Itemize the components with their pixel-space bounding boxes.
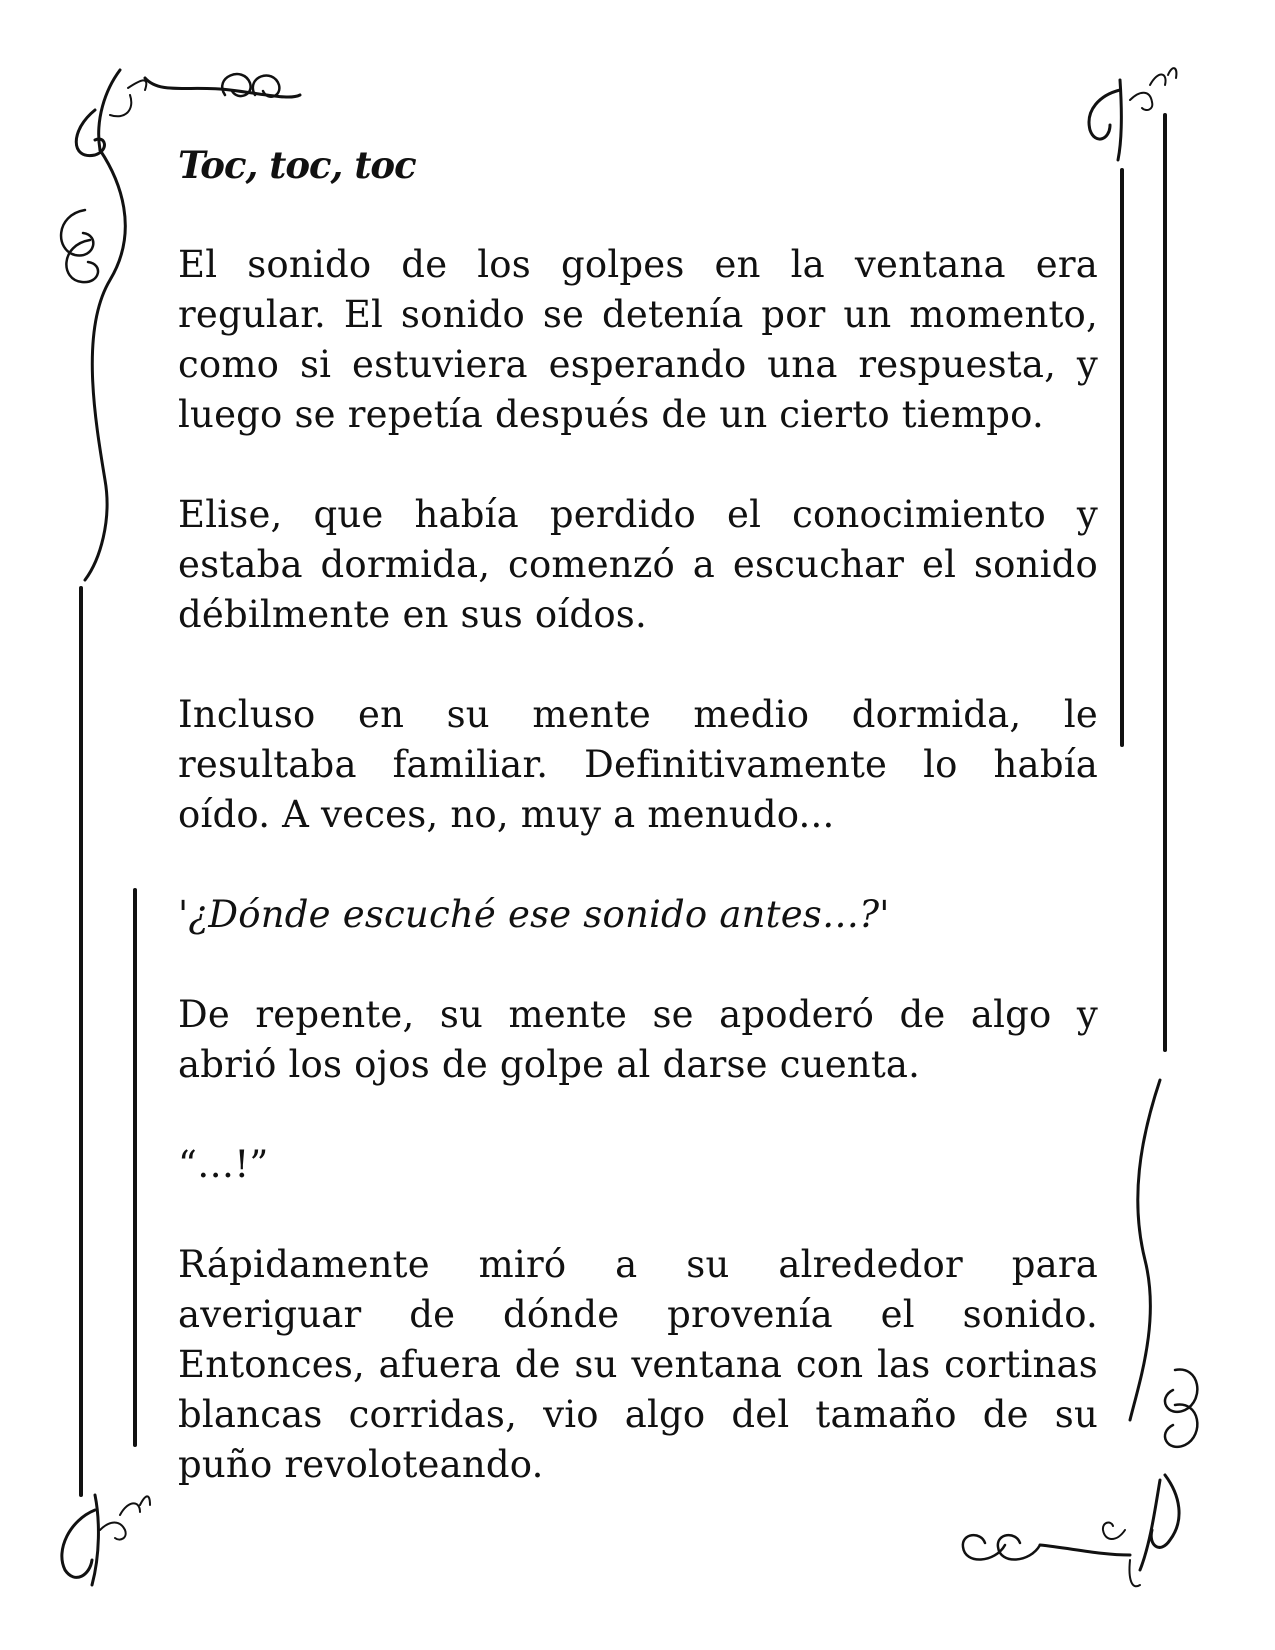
inner-thought: '¿Dónde escuché ese sonido antes…?' (178, 893, 890, 936)
section-heading: Toc, toc, toc (178, 143, 416, 187)
paragraph: Rápidamente miró a su alrededor para averiguar de dónde provenía el sonido. Entonces, afuera de su ventana con las cortinas blancas corridas, vio algo del tamaño de su puño revoloteando. (178, 1243, 1098, 1486)
document-body (178, 140, 1098, 1540)
paragraph: El sonido de los golpes en la ventana era regular. El sonido se detenía por un momento, como si estuviera esperando una respuesta, y luego se repetía después de un cierto tiempo. (178, 243, 1098, 436)
paragraph: Incluso en su mente medio dormida, le resultaba familiar. Definitivamente lo había oído. A veces, no, muy a menudo... (178, 693, 1098, 836)
dialogue-line: “…!” (178, 1143, 269, 1186)
paragraph: De repente, su mente se apoderó de algo y abrió los ojos de golpe al darse cuenta. (178, 993, 1098, 1086)
paragraph: Elise, que había perdido el conocimiento y estaba dormida, comenzó a escuchar el sonido débilmente en sus oídos. (178, 493, 1098, 636)
